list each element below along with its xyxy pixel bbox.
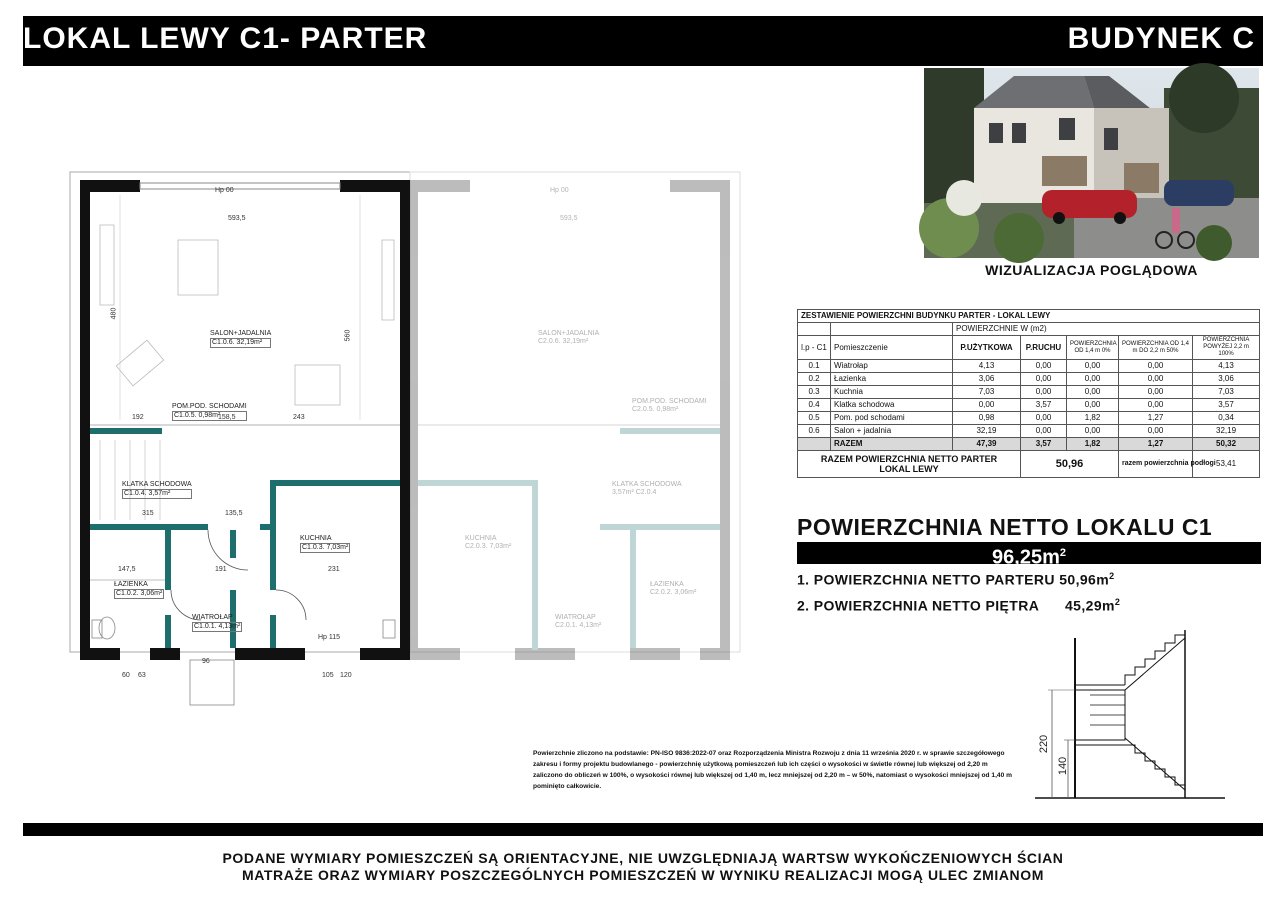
table-title: ZESTAWIENIE POWIERZCHNI BUDYNKU PARTER - LOKAL LEWY	[798, 310, 1260, 323]
table-group-row	[798, 323, 1260, 336]
floor-plan	[60, 150, 760, 690]
col-header: POWIERZCHNIA OD 1,4 m DO 2,2 m 50%	[1119, 336, 1193, 360]
area-table	[797, 309, 1260, 478]
building-label: BUDYNEK C	[1067, 22, 1255, 55]
room-kuchnia-right: KUCHNIA C2.0.3. 7,03m²	[465, 535, 512, 550]
col-header: POWIERZCHNIA OD 1,4 m 0%	[1067, 336, 1119, 360]
room-klatka-right: KLATKA SCHODOWA 3,57m² C2.0.4	[612, 481, 682, 496]
dim-top: 593,5	[228, 215, 246, 222]
room-pom-right: POM.POD. SCHODAMI C2.0.5. 0,98m²	[632, 398, 707, 413]
table-row: 0.6 Salon + jadalnia 32,19 0,00 0,00 0,00 32,19	[798, 425, 1260, 438]
table-row: 0.5 Pom. pod schodami 0,98 0,00 1,82 1,27 0,34	[798, 412, 1260, 425]
floor-value: 53,41	[1193, 451, 1260, 478]
net-area-heading: POWIERZCHNIA NETTO LOKALU C1	[797, 514, 1213, 540]
dim-135: 135,5	[225, 510, 243, 517]
col-header: P.RUCHU	[1021, 336, 1067, 360]
floor-label: razem powierzchnia podłogi	[1119, 451, 1193, 478]
table-row: 0.1 Wiatrołap 4,13 0,00 0,00 0,00 4,13	[798, 360, 1260, 373]
dim-158: 158,5	[218, 414, 236, 421]
dim-60: 60	[122, 672, 130, 679]
dim-120: 120	[340, 672, 352, 679]
footer-line-2: MATRAŻE ORAZ WYMIARY POSZCZEGÓLNYCH POMIESZCZEŃ W WYNIKU REALIZACJI MOGĄ ULEC ZMIANOM	[241, 867, 1045, 883]
dim-right-hp: Hp 00	[550, 187, 569, 194]
dim-147: 147,5	[118, 566, 136, 573]
dim-right-top: 593,5	[560, 215, 578, 222]
dim-hp-top: Hp 00	[215, 187, 234, 194]
room-wiatrolap-right: WIATROŁAP C2.0.1. 4,13m²	[555, 614, 602, 629]
dim-315: 315	[142, 510, 154, 517]
room-kuchnia-left: KUCHNIA C1.0.3. 7,03m²	[300, 535, 349, 551]
dim-side: 480	[110, 307, 118, 320]
room-lazienka-left: ŁAZIENKA C1.0.2. 3,06m²	[114, 581, 163, 597]
dim-63: 63	[138, 672, 146, 679]
col-header: P.UŻYTKOWA	[953, 336, 1021, 360]
dim-220: 220	[1038, 734, 1051, 754]
footer-disclaimer	[23, 850, 1263, 884]
dim-105: 105	[322, 672, 334, 679]
total-label: RAZEM POWIERZCHNIA NETTO PARTER LOKAL LEWY	[798, 451, 1021, 478]
room-klatka-left: KLATKA SCHODOWA C1.0.4. 3,57m²	[122, 481, 192, 497]
dim-salon-w: 560	[344, 329, 352, 342]
page-title: LOKAL LEWY C1- PARTER	[23, 22, 428, 55]
table-row: 0.2 Łazienka 3,06 0,00 0,00 0,00 3,06	[798, 373, 1260, 386]
room-lazienka-right: ŁAZIENKA C2.0.2. 3,06m²	[650, 581, 697, 596]
room-salon-right: SALON+JADALNIA C2.0.6. 32,19m²	[538, 330, 600, 345]
table-total-row	[798, 451, 1260, 478]
table-header-row	[798, 336, 1260, 360]
dim-231: 231	[328, 566, 340, 573]
footer-line-1: PODANE WYMIARY POMIESZCZEŃ SĄ ORIENTACYJNE, NIE UWZGLĘDNIAJĄ WARTSW WYKOŃCZENIOWYCH ŚCIAN	[222, 850, 1064, 866]
col-header: POWIERZCHNIA POWYŻEJ 2,2 m 100%	[1193, 336, 1260, 360]
total-value: 50,96	[1021, 451, 1119, 478]
table-group-header: POWIERZCHNIE W (m2)	[953, 323, 1260, 336]
dim-hp-bottom: Hp 115	[318, 634, 341, 641]
net-area-line-2: 2. POWIERZCHNIA NETTO PIĘTRA $45,29m^2$	[797, 597, 1121, 614]
net-area-line-1: 1. POWIERZCHNIA NETTO PARTERU $50,96m^2$	[797, 571, 1115, 588]
col-header: Pomieszczenie	[831, 336, 953, 360]
visualization-caption: WIZUALIZACJA POGLĄDOWA	[985, 262, 1198, 278]
col-header: l.p - C1	[798, 336, 831, 360]
room-salon-left: SALON+JADALNIA C1.0.6. 32,19m²	[210, 330, 272, 346]
room-wiatrolap-left: WIATROŁAP C1.0.1. 4,13m²	[192, 614, 241, 630]
net-area-total: $96,25m^2$	[992, 546, 1066, 569]
table-row: 0.3 Kuchnia 7,03 0,00 0,00 0,00 7,03	[798, 386, 1260, 399]
dim-191: 191	[215, 566, 227, 573]
visualization-image	[924, 68, 1259, 258]
table-row: 0.4 Klatka schodowa 0,00 3,57 0,00 0,00 3,57	[798, 399, 1260, 412]
table-sum-row: RAZEM 47,39 3,57 1,82 1,27 50,32	[798, 438, 1260, 451]
dim-192: 192	[132, 414, 144, 421]
room-pom-left: POM.POD. SCHODAMI C1.0.5. 0,98m²	[172, 403, 247, 419]
calculation-note: Powierzchnie zliczono na podstawie: PN-ISO 9836:2022-07 oraz Rozporządzenia Ministra Rozwoju z dnia 11 września 2020 r. w sprawie szczegółowego zakresu i formy projektu budowlanego - powierzchnię użytkową pomieszczeń lub ich części o wysokości w świetle równej lub większej od 2,20 m zaliczono do obliczeń w 100%, o wysokości równej lub większej od 1,40 m, lecz mniejszej od 2,20 m – w 50%, natomiast o wysokości mniejszej od 1,40 m pominięto całkowicie.	[533, 750, 1012, 790]
dim-96: 96	[202, 658, 210, 665]
table-title-row	[798, 310, 1260, 323]
footer-bar	[23, 823, 1263, 836]
dim-243: 243	[293, 414, 305, 421]
dim-140: 140	[1057, 756, 1070, 776]
stair-section-diagram	[1030, 630, 1230, 802]
